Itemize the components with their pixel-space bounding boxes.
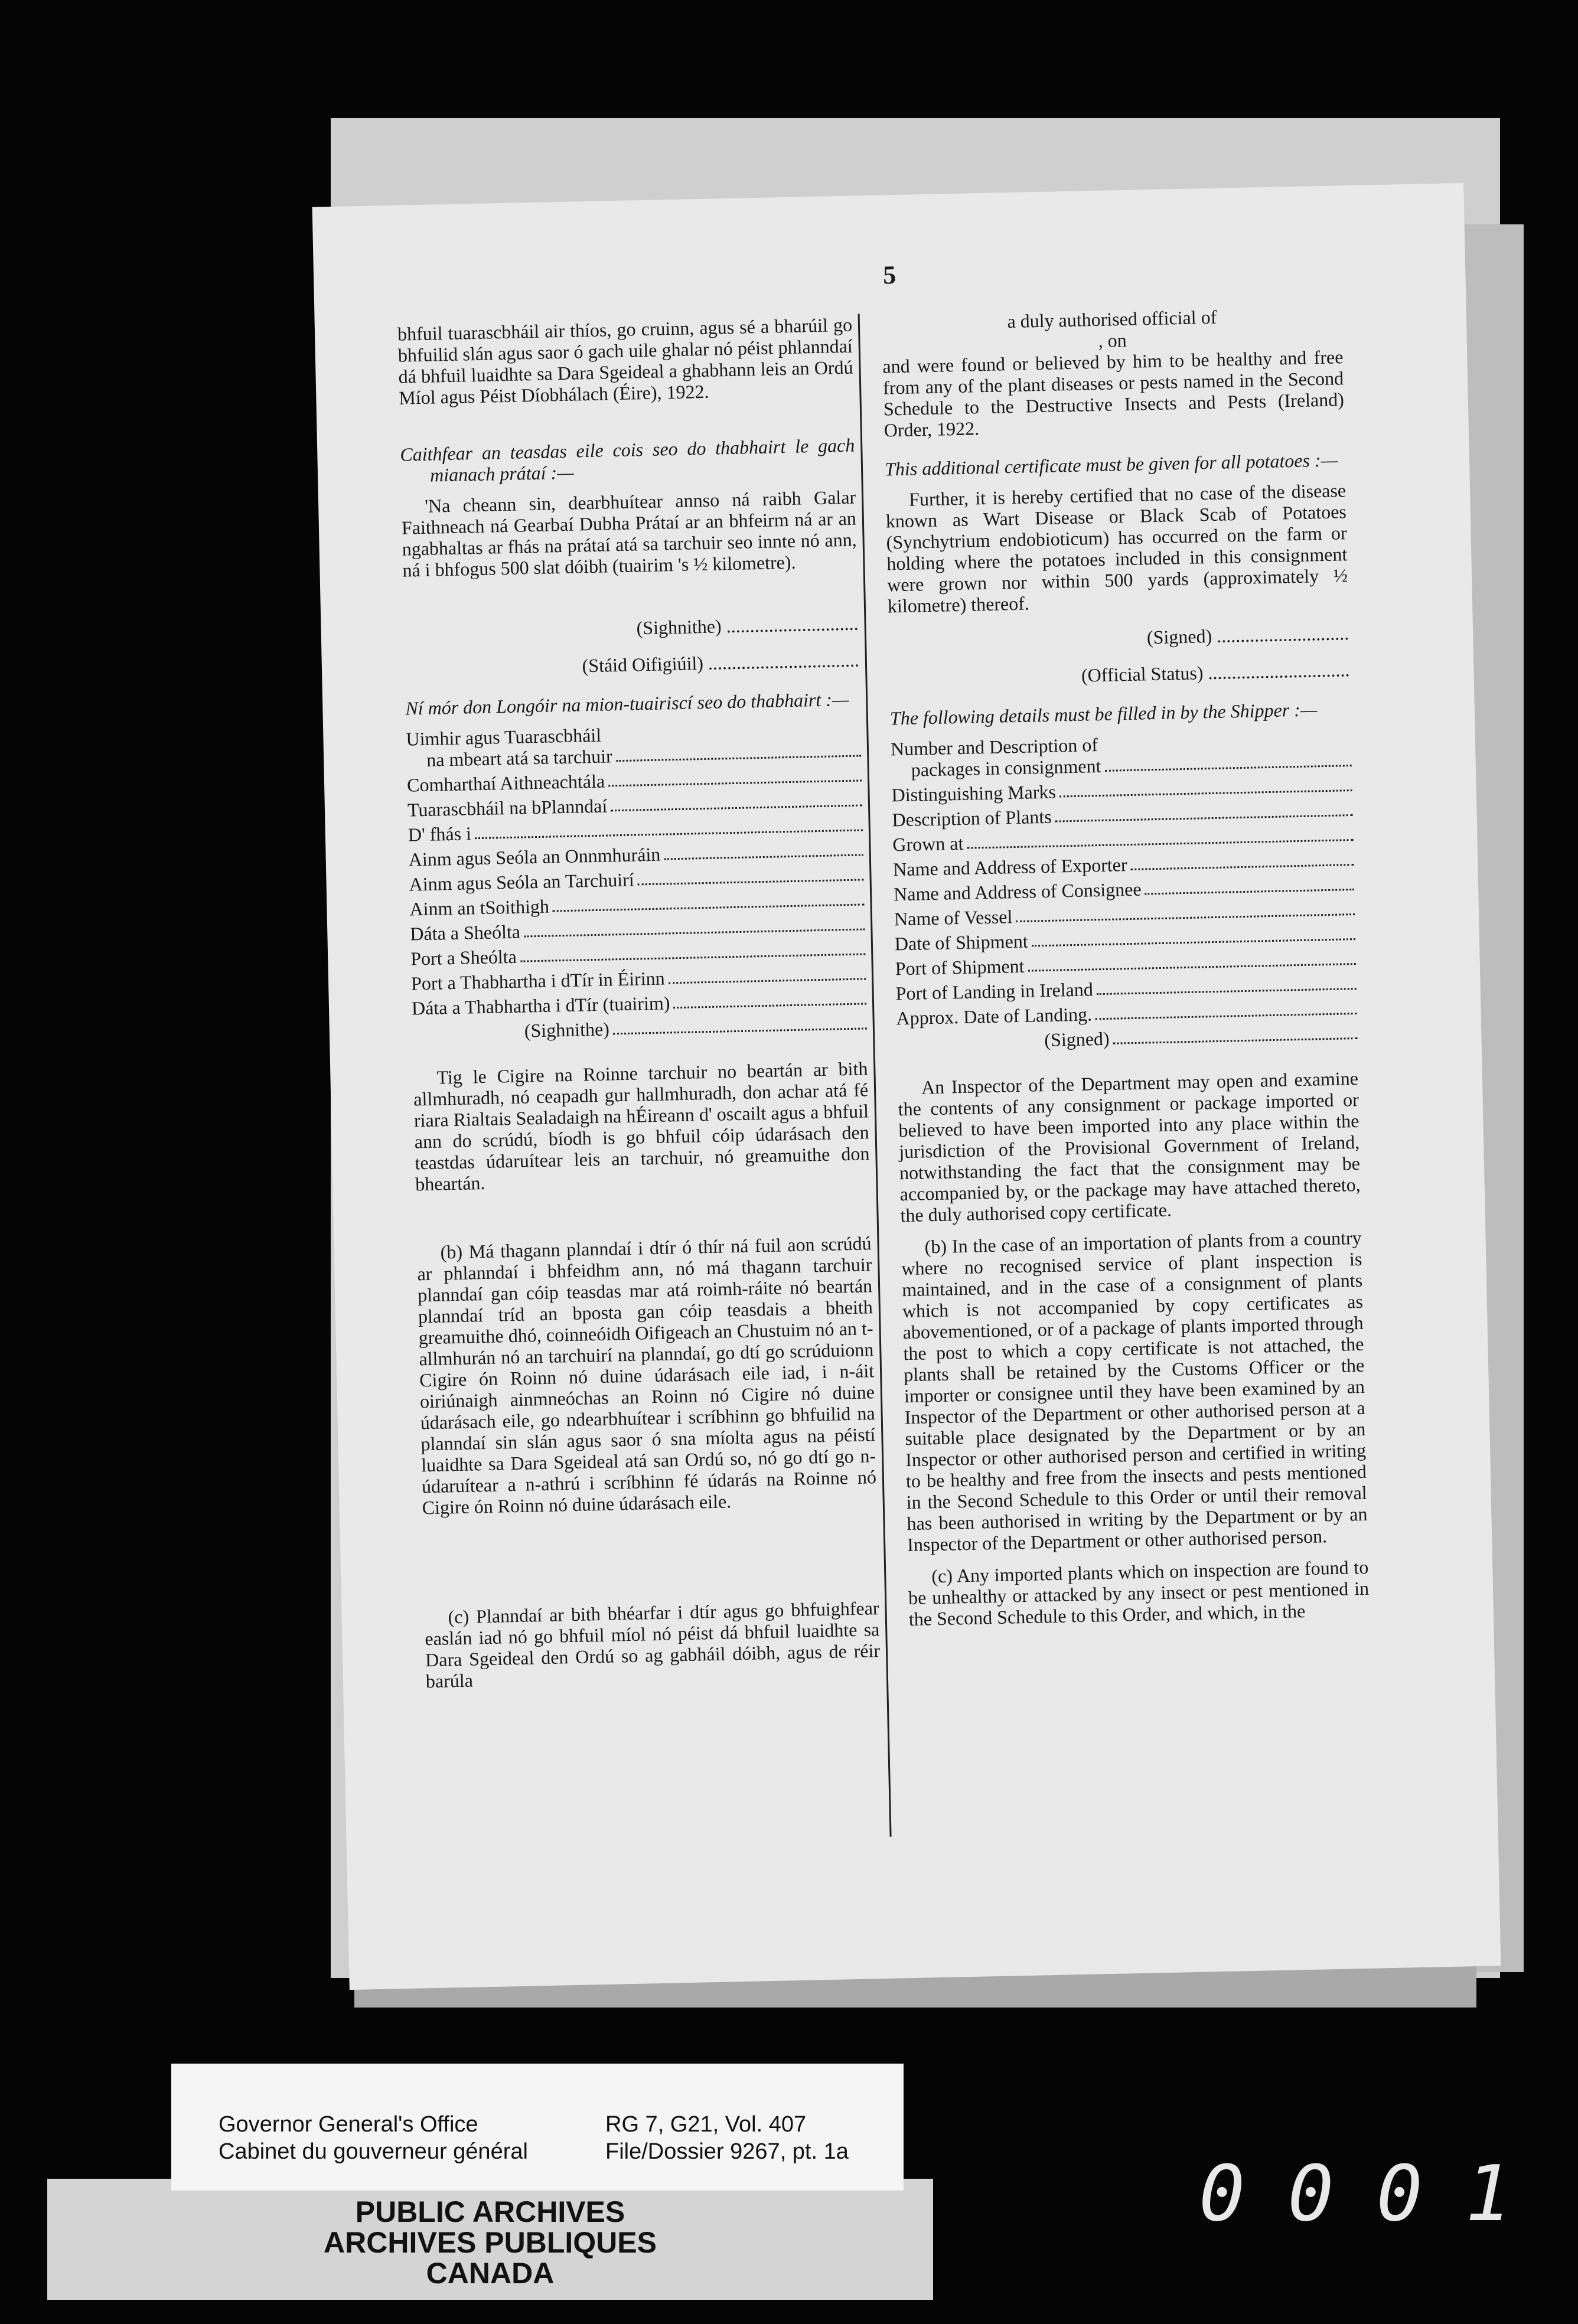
- english-potato-heading: This additional certificate must be given for all potatoes :—: [884, 449, 1338, 480]
- english-field: Distinguishing Marks: [891, 775, 1352, 805]
- file-number: File/Dossier 9267, pt. 1a: [605, 2139, 849, 2164]
- irish-para-a: Tig le Cigire na Roinne tarchuir no beartán ar bith allmhuradh, nó ceapadh gur hallmhuradh, don achar atá fé riara Rialtais Sealadaigh na hÉireann d' oscailt agus a bhfuil ann do scrúdú, bíodh is go bhfuil cóip údarásach den teastdas údaruítear leis an tarchuir, nó greamuithe don bheartán.: [413, 1057, 870, 1195]
- english-field: Date of Shipment: [895, 923, 1356, 954]
- document-page: [312, 183, 1501, 1990]
- english-field: Grown at: [892, 824, 1354, 855]
- english-field: Port of Shipment: [895, 948, 1356, 979]
- irish-field-signed: (Sighnithe): [412, 1013, 868, 1043]
- irish-signed-line: (Sighnithe) ............................: [636, 612, 859, 639]
- english-signed-line: (Signed) ............................: [1146, 622, 1349, 648]
- irish-field: Ainm agus Seóla an Onnmhuráin: [408, 839, 863, 870]
- irish-field-first: Uimhir agus Tuarascbháil na mbeart atá sa tarchuir: [406, 719, 861, 771]
- office-fr: Cabinet du gouverneur général: [219, 2139, 528, 2164]
- frame-digit: 0: [1287, 2149, 1334, 2238]
- irish-field: Ainm an tSoithigh: [409, 889, 865, 919]
- irish-shipper-heading: Ní mór don Longóir na mion-tuairiscí seo do thabhairt :—: [405, 688, 849, 719]
- archives-stamp-line1: PUBLIC ARCHIVES: [355, 2195, 625, 2228]
- irish-para-c: (c) Planndaí ar bith bhéarfar i dtír agus go bhfuighfear easlán iad nó go bhfuil míol nó péist dá bhfuil luaidhte sa Dara Sgeideal den Ordú so ag gabháil dóibh, agus de réir barúla: [425, 1597, 881, 1692]
- archives-stamp-line3: CANADA: [426, 2257, 555, 2290]
- english-para-b: (b) In the case of an importation of plants from a country where no recognised service of plant inspection is maintained, and in the case of a consignment of plants which is not accompanied by copy certificates as abovementioned, or of a package of plants imported through the post to which a copy certificate is not attached, the plants shall be retained by the Customs Officer or the importer or consignee until they have been examined by an Inspector of the Department or other authorised person at a suitable place designated by the Department or by an Inspector or other authorised person and certified in writing to be healthy and free from the insects and pests mentioned in the Second Schedule to this Order or until their removal has been authorised in writing by the Department or by an Inspector of the Department or other authorised person.: [901, 1226, 1368, 1556]
- english-field: Description of Plants: [892, 799, 1353, 830]
- irish-potato-heading: Caithfear an teasdas eile cois seo do thabhairt le gach mianach prátaí :—: [400, 434, 855, 486]
- frame-digit: 0: [1376, 2149, 1423, 2238]
- english-potato-text: Further, it is hereby certified that no case of the disease known as Wart Disease or Black Scab of Potatoes (Synchytrium endobioticum) has occurred on the farm or holding where the potatoes included in this consignment were grown nor within 500 yards (approximately ½ kilometre) thereof.: [885, 479, 1348, 617]
- frame-digit: 0: [1199, 2149, 1246, 2238]
- irish-potato-text: 'Na cheann sin, dearbhuítear annso ná raibh Galar Faithneach ná Gearbaí Dubha Prátaí ar an bhfeirm ná ar an ngabhaltas ar fhás na prátaí atá sa tarchuir seo innte nó ann, ná i bhfogus 500 slat dóibh (tuairim 's ½ kilometre).: [401, 486, 857, 581]
- frame-counter: [1199, 2149, 1578, 2238]
- irish-field: Ainm agus Seóla an Tarchuirí: [409, 864, 864, 895]
- office-en: Governor General's Office: [219, 2112, 478, 2137]
- english-field-first: Number and Description of packages in consignment: [891, 729, 1352, 781]
- english-para-c: (c) Any imported plants which on inspection are found to be unhealthy or attacked by any insect or pest mentioned in the Second Schedule to this Order, and which, in the: [908, 1556, 1370, 1630]
- record-group: RG 7, G21, Vol. 407: [605, 2112, 807, 2137]
- irish-field: Port a Sheólta: [410, 938, 866, 969]
- irish-field: Dáta a Sheólta: [410, 913, 865, 944]
- irish-field: Comharthaí Aithneachtála: [407, 765, 862, 795]
- page-number: 5: [882, 260, 896, 290]
- irish-status-line: (Stáid Oifigiúil) ................................: [582, 649, 860, 677]
- english-field: Name and Address of Consignee: [894, 874, 1355, 905]
- english-para-a: An Inspector of the Department may open and examine the contents of any consignment or package imported or believed to have been imported into any place within the jurisdiction of the Provisional Government of Ireland, notwithstanding the fact that the consignment may be accompanied by, or the package may have attached thereto, the duly authorised copy certificate.: [898, 1067, 1361, 1226]
- archives-stamp-line2: ARCHIVES PUBLIQUES: [324, 2226, 657, 2259]
- english-field: Port of Landing in Ireland: [895, 973, 1357, 1004]
- irish-para-b: (b) Má thagann planndaí i dtír ó thír ná fuil aon scrúdú ar phlanndaí i bhfeidhm ann, nó má thagann tarchuir planndaí gan cóip teasdas mar atá roimh-ráite nó beartán planndaí tríd an bposta gan cóip teasdais a bheith greamuithe dhó, coinneóidh Oifigeach an Chustuim nó an t-allmhurán nó an tarchuirí na planndaí, go dtí go scrúduionn Cigire ón Roinn nó duine údarásach eile iad, i n-áit oiriúnaigh ainmneóchas an Roinn nó Cigire nó duine údarásach eile, go ndearbhuítear i scríbhinn go bhfuilid na planndaí sin slán agus saor ó sna míolta agus na péistí luaidhte sa Dara Sgeideal atá san Ordú so, nó go dtí go n-údaruítear a n-athrú i scríbhinn fé údarás na Roinne nó Cigire ón Roinn nó duine údarásach eile.: [417, 1232, 877, 1519]
- irish-field: Dáta a Thabhartha i dTír (tuairim): [412, 988, 867, 1019]
- irish-field: D' fhás i: [408, 814, 863, 845]
- english-top-line2: , on: [1098, 329, 1127, 351]
- english-field: Name and Address of Exporter: [893, 849, 1354, 880]
- irish-column: [397, 314, 881, 1703]
- english-field: Approx. Date of Landing.: [896, 998, 1357, 1029]
- irish-intro: bhfuil tuarascbháil air thíos, go cruinn, agus sé a bharúil go bhfuilid slán agus saor ó gach uile ghalar nó péist phlanndaí dá bhfuil luaidhte sa Dara Sgeideal a ghabhann leis an Ordú Míol agus Péist Díobhálach (Éire), 1922.: [397, 314, 853, 409]
- english-field: Name of Vessel: [894, 899, 1355, 929]
- english-field-signed: (Signed): [896, 1023, 1358, 1053]
- archive-reference-card: [171, 2064, 904, 2191]
- english-status-line: (Official Status) ..............................: [1081, 659, 1350, 686]
- archives-stamp-band: [47, 2179, 933, 2300]
- english-shipper-heading: The following details must be filled in by the Shipper :—: [889, 698, 1318, 729]
- irish-field: Port a Thabhartha i dTír in Éirinn: [411, 963, 866, 994]
- irish-field: Tuarascbháil na bPlanndaí: [407, 789, 863, 820]
- english-column: [882, 303, 1370, 1640]
- english-top-line1: a duly authorised official of: [1007, 306, 1217, 332]
- frame-digit: 1: [1465, 2149, 1512, 2238]
- english-intro: and were found or believed by him to be healthy and free from any of the plant diseases or pests named in the Second Schedule to the Destructive Insects and Pests (Ireland) Order, 1922.: [882, 346, 1345, 441]
